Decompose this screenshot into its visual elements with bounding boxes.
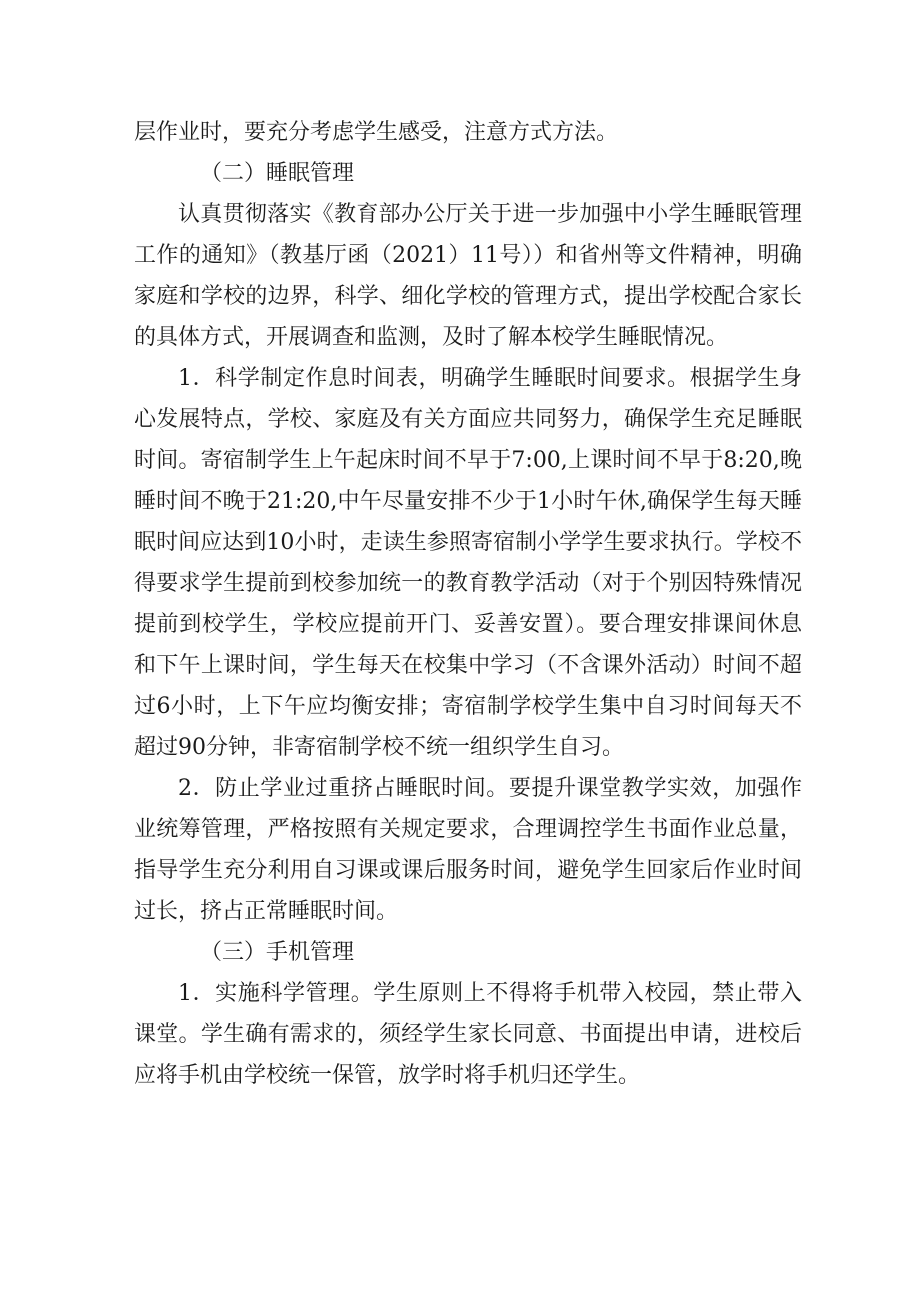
paragraph-sleep-intro: 认真贯彻落实《教育部办公厅关于进一步加强中小学生睡眠管理工作的通知》（教基厅函（2021）11号））和省州等文件精神，明确家庭和学校的边界，科学、细化学校的管理方式，提出学校配合家长的具体方式，开展调查和监测，及时了解本校学生睡眠情况。 xyxy=(134,202,802,350)
paragraph-sleep-item-2: 2．防止学业过重挤占睡眠时间。要提升课堂教学实效，加强作业统筹管理，严格按照有关规定要求，合理调控学生书面作业总量，指导学生充分利用自习课或课后服务时间，避免学生回家后作业时间过长，挤占正常睡眠时间。 xyxy=(134,776,802,924)
document-body xyxy=(134,112,802,1096)
section-heading-phone-management: （三）手机管理 xyxy=(200,940,355,965)
paragraph-sleep-item-1: 1．科学制定作息时间表，明确学生睡眠时间要求。根据学生身心发展特点，学校、家庭及有关方面应共同努力，确保学生充足睡眠时间。寄宿制学生上午起床时间不早于7:00,上课时间不早于8:20,晚睡时间不晚于21:20,中午尽量安排不少于1小时午休,确保学生每天睡眠时间应达到10小时，走读生参照寄宿制小学学生要求执行。学校不得要求学生提前到校参加统一的教育教学活动（对于个别因特殊情况提前到校学生，学校应提前开门、妥善安置）。要合理安排课间休息和下午上课时间，学生每天在校集中学习（不含课外活动）时间不超过6小时，上下午应均衡安排；寄宿制学校学生集中自习时间每天不超过90分钟，非寄宿制学校不统一组织学生自习。 xyxy=(134,366,802,760)
paragraph-phone-item-1: 1．实施科学管理。学生原则上不得将手机带入校园，禁止带入课堂。学生确有需求的，须经学生家长同意、书面提出申请，进校后应将手机由学校统一保管，放学时将手机归还学生。 xyxy=(134,981,802,1088)
paragraph-continuation: 层作业时，要充分考虑学生感受，注意方式方法。 xyxy=(134,120,619,145)
section-heading-sleep-management: （二）睡眠管理 xyxy=(200,161,355,186)
